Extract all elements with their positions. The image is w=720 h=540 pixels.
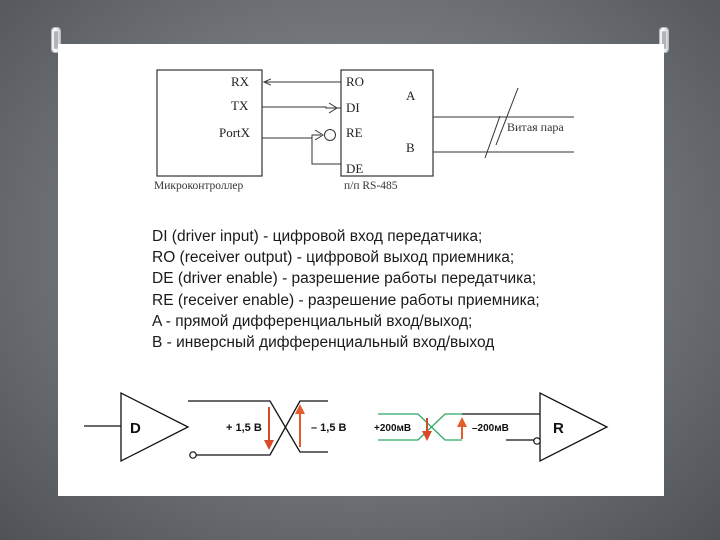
receiver-triangle (540, 393, 607, 461)
transceiver-pin-ro: RO (346, 74, 365, 89)
receiver-minus-level: –200мВ (472, 423, 509, 434)
mcu-pin-portx: PortX (219, 125, 251, 140)
description-line: DE (driver enable) - разрешение работы передатчика; (152, 270, 537, 288)
transceiver-pin-re: RE (346, 125, 363, 140)
line-a-label: A (406, 88, 416, 103)
signal-levels-figure (84, 393, 607, 461)
description-line: RE (receiver enable) - разрешение работы приемника; (152, 291, 540, 309)
description-line: B - инверсный дифференциальный вход/выход (152, 334, 495, 352)
line-b-label: B (406, 140, 415, 155)
receiver-plus-level: +200мВ (374, 423, 412, 434)
driver-label: D (130, 420, 141, 437)
transceiver-pin-de: DE (346, 161, 364, 176)
transceiver-block (341, 70, 433, 192)
receiver-label: R (553, 420, 564, 437)
mcu-pin-tx: TX (231, 98, 249, 113)
mcu-block (154, 70, 262, 192)
driver-minus-level: – 1,5 В (311, 422, 347, 434)
twisted-pair-label: Витая пара (507, 120, 564, 134)
description-line: A - прямой дифференциальный вход/выход; (152, 312, 473, 330)
mcu-pin-rx: RX (231, 74, 250, 89)
transceiver-pin-di: DI (346, 100, 360, 115)
description-line: RO (receiver output) - цифровой выход приемника; (152, 249, 515, 267)
driver-plus-level: + 1,5 В (226, 422, 262, 434)
transceiver-caption: п/п RS-485 (344, 180, 398, 192)
mcu-caption: Микроконтроллер (154, 180, 244, 192)
pin-description-list (152, 226, 540, 353)
description-line: DI (driver input) - цифровой вход передатчика; (152, 228, 483, 245)
